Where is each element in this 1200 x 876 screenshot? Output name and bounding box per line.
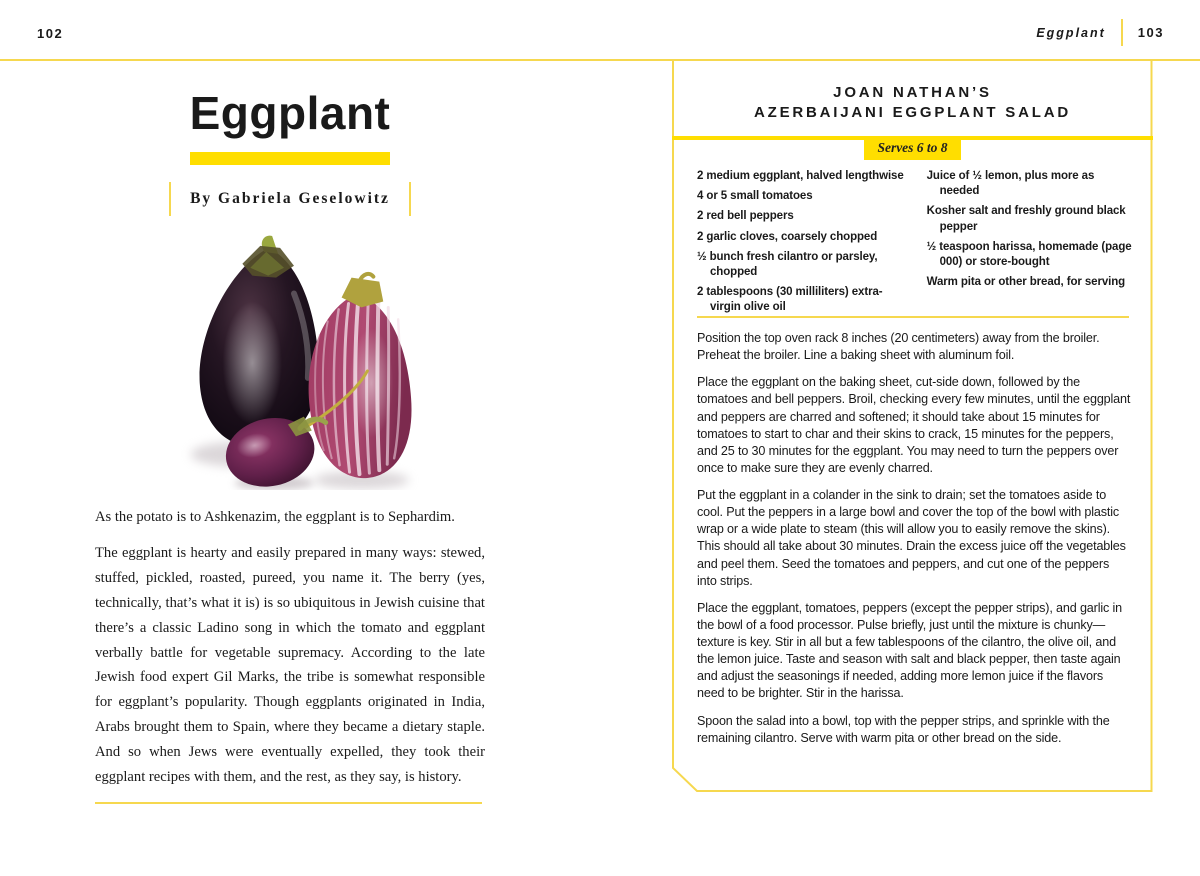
ingredient-item: Juice of ½ lemon, plus more as needed	[926, 170, 1095, 198]
serves-badge: Serves 6 to 8	[864, 137, 960, 160]
ingredient-item: ½ bunch fresh cilantro or parsley, chopped	[697, 250, 878, 278]
instruction-paragraph: Position the top oven rack 8 inches (20 centimeters) away from the broiler. Preheat the broiler. Line a baking sheet with aluminum foil.	[697, 331, 1100, 363]
byline: By Gabriela Geselowitz	[169, 182, 411, 216]
chapter-title: Eggplant	[189, 87, 391, 139]
ingredient-item: 2 tablespoons (30 milliliters) extra-virgin olive oil	[697, 286, 883, 314]
recipe-title-line2: AZERBAIJANI EGGPLANT SALAD	[754, 104, 1071, 122]
ingredient-item: 2 red bell peppers	[697, 210, 794, 223]
ingredients-column-2	[927, 169, 1133, 320]
left-page-bottom-rule	[95, 802, 482, 804]
ingredient-item: Kosher salt and freshly ground black pepper	[926, 205, 1126, 233]
ingredient-item: 2 medium eggplant, halved lengthwise	[697, 170, 904, 182]
instruction-paragraph: Spoon the salad into a bowl, top with the pepper strips, and sprinkle with the remaining cilantro. Serve with warm pita or other bread on the side.	[697, 713, 1110, 745]
ingredient-item: 2 garlic cloves, coarsely chopped	[697, 230, 878, 243]
instruction-paragraph: Place the eggplant, tomatoes, peppers (except the pepper strips), and garlic in the bowl of a food processor. Pulse briefly, just until the mixture is chunky—texture is key. Stir in all but a few tablespoons of the cilantro, the olive oil, and the lemon juice. Taste and season with salt and black pepper, then taste again and adjust the seasonings if needed, adding more lemon juice if the flavors need to be brighter. Stir in the harissa.	[697, 600, 1122, 701]
title-underline-bar	[190, 152, 390, 165]
ingredients-divider	[697, 316, 1129, 318]
recipe-title-line1: JOAN NATHAN’S	[833, 84, 992, 101]
ingredients-section	[697, 169, 1133, 320]
instruction-paragraph: Put the eggplant in a colander in the sink to drain; set the tomatoes aside to cool. Put the peppers in a large bowl and cover the top of the bowl with plastic wrap or a wide plate to steam (this will allow you to easily remove the skins). This should all take about 30 minutes. Drain the excess juice off the vegetables and peel them. Seed the tomatoes and peppers, and cut one of the peppers into strips.	[697, 488, 1126, 588]
running-head-divider	[1121, 19, 1123, 46]
ingredient-item: ½ teaspoon harissa, homemade (page 000) or store-bought	[926, 240, 1132, 268]
body-paragraph: The eggplant is hearty and easily prepared in many ways: stewed, stuffed, pickled, roasted, pureed, you name it. The berry (yes, technically, that’s what it is) is so ubiquitous in Jewish cuisine that there’s a classic Ladino song in which the tomato and eggplant verbally battle for vegetable supremacy. According to the late Jewish food expert Gil Marks, the tribe is somewhat responsible for eggplant’s popularity. Though eggplants originated in India, Arabs brought them to Spain, where they became a dietary staple. And so when Jews were eventually expelled, they took their eggplant recipes with them, and the rest, as they say, is history.	[95, 545, 485, 785]
recipe-card	[672, 60, 1153, 792]
instructions-section	[697, 330, 1132, 757]
running-head-label: Eggplant	[1036, 25, 1106, 40]
eggplants-photo	[154, 234, 426, 490]
ingredients-column-1	[697, 169, 912, 320]
intro-paragraph: As the potato is to Ashkenazim, the eggplant is to Sephardim.	[95, 508, 455, 525]
running-head	[1036, 19, 1164, 46]
ingredient-item: Warm pita or other bread, for serving	[926, 276, 1126, 289]
recipe-title	[684, 83, 1141, 124]
instruction-paragraph: Place the eggplant on the baking sheet, cut-side down, followed by the tomatoes and bell peppers. Broil, checking every few minutes, until the eggplant and peppers are charred and softened; it should take about 15 minutes for tomatoes to start to char and their skins to crack, 15 minutes for the peppers, and 25 to 30 minutes for the eggplant. You may need to turn the peppers over once to make sure they are evenly charred.	[697, 375, 1131, 475]
page-number-left: 102	[37, 26, 64, 41]
ingredient-item: 4 or 5 small tomatoes	[697, 190, 813, 203]
left-page	[95, 88, 485, 789]
page-number-right: 103	[1137, 25, 1164, 40]
